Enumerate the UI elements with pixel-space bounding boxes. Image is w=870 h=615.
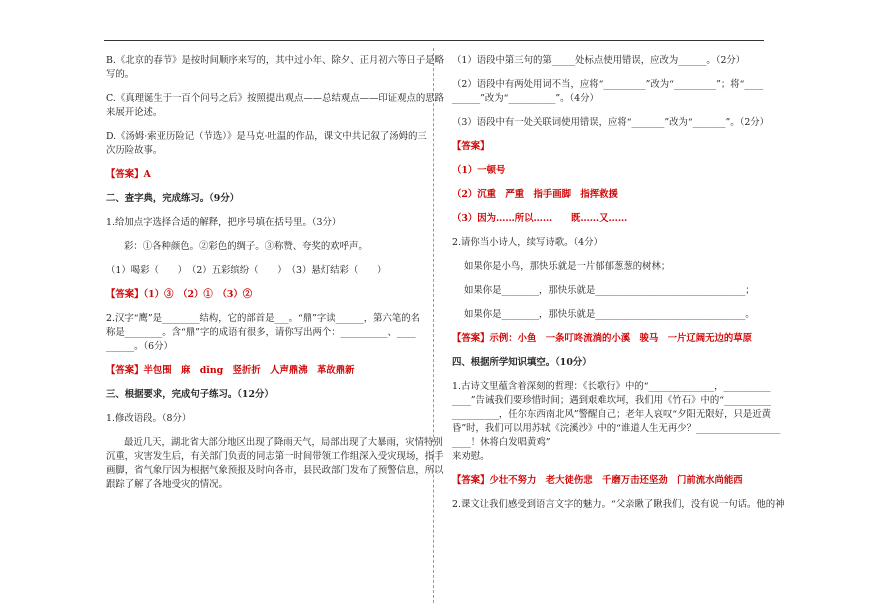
text-line: （1）喝彩（ ） （2）五彩缤纷（ ） （3）悬灯结彩（ ） [106,265,387,276]
answer-line: （2）沉重 严重 指手画脚 指挥救援 [452,189,618,200]
answer-line: 【答案】少壮不努力 老大徒伤悲 千磨万击还坚劲 门前流水尚能西 [452,475,743,486]
line-gap [452,488,768,498]
text-line: 来劝慰。 [452,451,490,462]
line-gap [106,120,422,130]
line-gap [452,226,768,236]
top-rule [104,40,764,41]
text-line: 昏”时，我们可以用苏轼《浣溪沙》中的“谁道人生无再少？__________________ [452,423,781,434]
text-line: 1.修改语段。（8分） [106,413,192,424]
line-gap [106,158,422,168]
line-gap [452,370,768,380]
text-line: 沉重，灾害发生后，有关部门负责的同志第一时间带领工作组深入受灾现场，指手 [106,451,444,462]
text-line: 如果你是________，那快乐就是________________________________。 [464,309,755,320]
text-line: 四、根据所学知识填空。（10分） [452,357,592,368]
left-column [106,54,444,492]
text-line: （3）语段中有一处关联词使用错误，应将“_______”改为“_______”。（2分） [452,117,770,128]
line-gap [106,230,422,240]
text-line: C.《真理诞生于一百个问号之后》按照提出观点——总结观点——印证观点的思路 [106,93,444,104]
text-line: 写的。 [106,69,135,80]
answer-line: 【答案】半包围 麻 dǐng 竖折折 人声鼎沸 革故鼎新 [106,365,355,376]
line-gap [452,178,768,188]
line-gap [452,68,768,78]
answer-line: 【答案】 [452,141,490,152]
text-line: 三、根据要求，完成句子练习。（12分） [106,389,274,400]
line-gap [452,464,768,474]
text-line: 2.请你当小诗人，续写诗歌。（4分） [452,237,603,248]
text-line: 画脚，省气象厅因为根据气象预报及时向各市，县民政部门发布了预警信息，所以 [106,465,444,476]
answer-line: 【答案】示例：小鱼 一条叮咚流淌的小溪 骏马 一片辽阔无边的草原 [452,333,753,344]
line-gap [452,130,768,140]
text-line: （2）语段中有两处用词不当，应将“_________”改为“_________”；将“____ [452,79,764,90]
line-gap [106,302,422,312]
text-line: 最近几天，湖北省大部分地区出现了降雨天气，局部出现了大暴雨，灾情特别 [124,437,443,448]
text-line: D.《汤姆·索亚历险记（节选）》是马克·吐温的作品，课文中共记叙了汤姆的三 [106,131,427,142]
column-divider [433,48,434,603]
line-gap [106,278,422,288]
text-line: B.《北京的春节》是按时间顺序来写的，其中过小年、除夕、正月初六等日子是略 [106,55,444,66]
line-gap [452,202,768,212]
answer-line: （3）因为……所以…… 既……又…… [452,213,628,224]
text-line: 彩：①各种颜色。②彩色的绸子。③称赞、夸奖的欢呼声。 [124,241,368,252]
answer-line: 【答案】A [106,169,151,180]
line-gap [452,250,768,260]
line-gap [106,82,422,92]
text-line: 如果你是________，那快乐就是________________________________； [464,285,755,296]
line-gap [452,274,768,284]
text-line: 2.汉字“鹰”是________结构，它的部首是___。“鼎”字读______，第六笔的名 [106,313,421,324]
text-line: 1.古诗文里蕴含着深刻的哲理：《长歌行》中的“______________，__________ [452,381,771,392]
line-gap [452,106,768,116]
line-gap [452,298,768,308]
answer-line: （1）一顿号 [452,165,506,176]
line-gap [106,206,422,216]
text-line: 称是________。含“鼎”字的成语有很多，请你写出两个：__________、____ [106,327,416,338]
text-line: 次历险故事。 [106,145,163,156]
line-gap [106,182,422,192]
line-gap [106,354,422,364]
line-gap [452,322,768,332]
text-line: 跟踪了解了各地受灾的情况。 [106,479,228,490]
text-line: ____”告诫我们要珍惜时间；遇到艰难坎坷，我们用《竹石》中的“__________ [452,395,771,406]
text-line: 二、查字典，完成练习。（9分） [106,193,240,204]
text-line: __________，任尔东西南北风”警醒自己；老年人哀叹“夕阳无限好，只是近黄 [452,409,771,420]
text-line: ______。（6分） [106,341,173,352]
line-gap [452,346,768,356]
line-gap [106,254,422,264]
line-gap [106,426,422,436]
text-line: 来展开论述。 [106,107,163,118]
line-gap [452,154,768,164]
line-gap [106,378,422,388]
text-line: 1.给加点字选择合适的解释，把序号填在括号里。（3分） [106,217,342,228]
right-column [452,54,785,512]
text-line: （1）语段中第三句的第_____处标点使用错误，应改为______。（2分） [452,55,746,66]
text-line: ______”改为“__________”。（4分） [452,93,599,104]
text-line: 如果你是小鸟，那快乐就是一片郁郁葱葱的树林； [464,261,671,272]
text-line: ____！休将白发唱黄鸡” [452,437,551,448]
line-gap [106,402,422,412]
text-line: 2.课文让我们感受到语言文字的魅力。“父亲瞅了瞅我们，没有说一句话。他的神 [452,499,785,510]
answer-line: 【答案】（1）③ （2）① （3）② [106,289,253,300]
